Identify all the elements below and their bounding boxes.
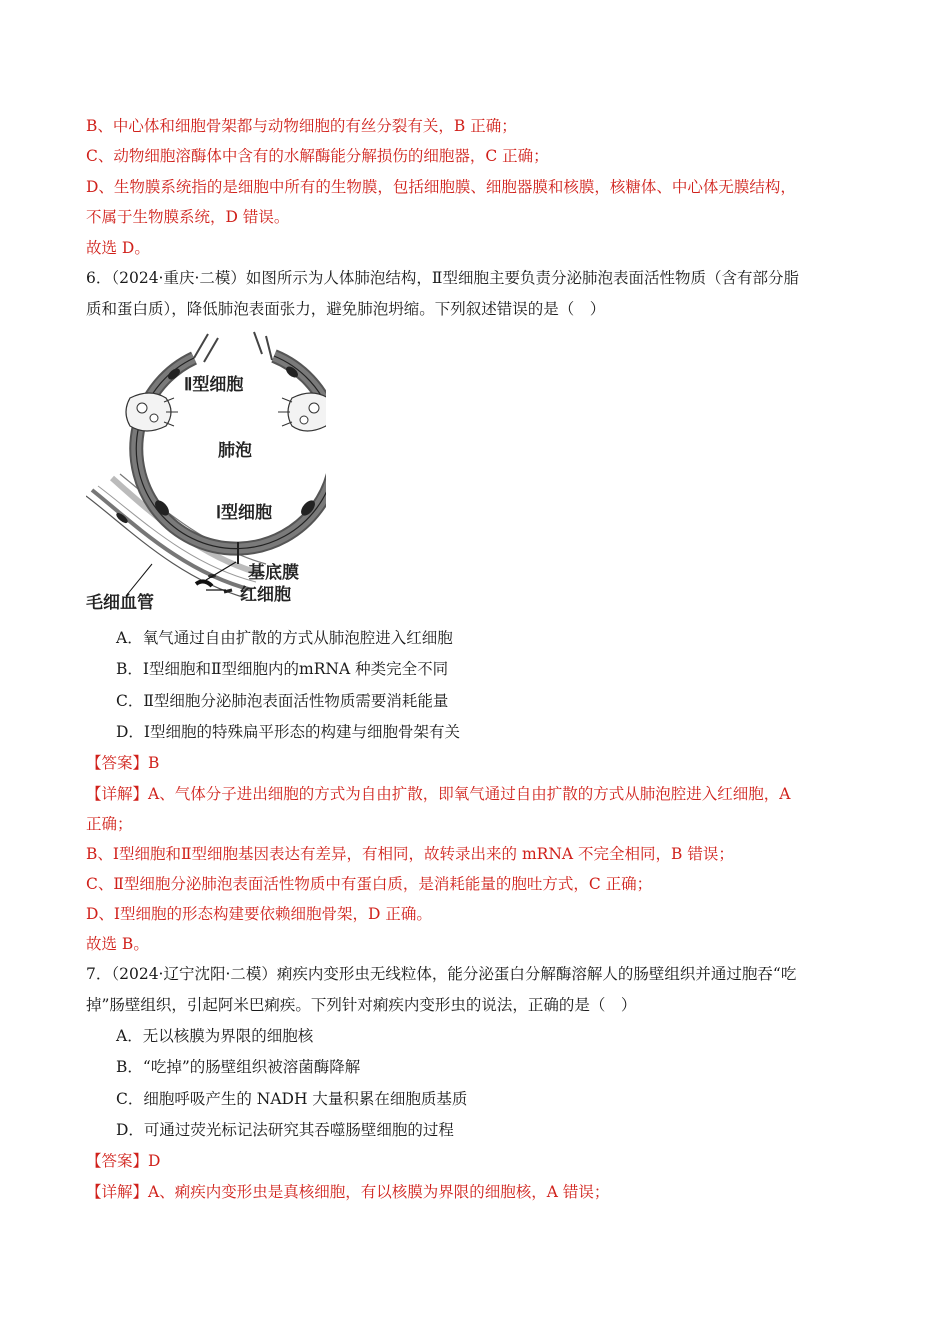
q7-stem-line: 7．（2024·辽宁沈阳·二模）痢疾内变形虫无线粒体，能分泌蛋白分解酶溶解人的肠壁组织并通过胞吞“吃	[86, 965, 797, 983]
q6-explanation-line: D、Ⅰ型细胞的形态构建要依赖细胞骨架，D 正确。	[86, 905, 432, 923]
q6-stem-line: 质和蛋白质），降低肺泡表面张力，避免肺泡坍缩。下列叙述错误的是（ ）	[86, 300, 606, 318]
q6-option-d: D．Ⅰ型细胞的特殊扁平形态的构建与细胞骨架有关	[116, 723, 461, 741]
q6-answer: 【答案】B	[86, 754, 160, 772]
q6-option-b: B．Ⅰ型细胞和Ⅱ型细胞内的mRNA 种类完全不同	[116, 660, 449, 678]
q6-conclusion: 故选 B。	[86, 935, 149, 953]
prev-explanation-line: 不属于生物膜系统，D 错误。	[86, 208, 290, 226]
label-alveolus: 肺泡	[218, 441, 252, 460]
q6-stem-line: 6．（2024·重庆·二模）如图所示为人体肺泡结构，Ⅱ型细胞主要负责分泌肺泡表面活性物质（含有部分脂	[86, 269, 799, 287]
q7-answer: 【答案】D	[86, 1152, 161, 1170]
q7-stem-line: 掉”肠壁组织，引起阿米巴痢疾。下列针对痢疾内变形虫的说法，正确的是（ ）	[86, 996, 637, 1014]
q6-explanation-line: 【详解】A、气体分子进出细胞的方式为自由扩散，即氧气通过自由扩散的方式从肺泡腔进入红细胞，A	[86, 785, 791, 803]
prev-conclusion: 故选 D。	[86, 239, 150, 257]
q7-explanation-line: 【详解】A、痢疾内变形虫是真核细胞，有以核膜为界限的细胞核，A 错误；	[86, 1183, 610, 1201]
label-type2: Ⅱ型细胞	[184, 375, 244, 394]
q6-explanation-line: 正确；	[86, 815, 133, 833]
q6-explanation-line: B、Ⅰ型细胞和Ⅱ型细胞基因表达有差异，有相同，故转录出来的 mRNA 不完全相同，B 错误；	[86, 845, 734, 863]
q6-explanation-line: C、Ⅱ型细胞分泌肺泡表面活性物质中有蛋白质，是消耗能量的胞吐方式，C 正确；	[86, 875, 653, 893]
alveolus-figure	[86, 328, 326, 612]
q6-option-a: A．氧气通过自由扩散的方式从肺泡腔进入红细胞	[116, 629, 453, 647]
prev-explanation-line: C、动物细胞溶酶体中含有的水解酶能分解损伤的细胞器，C 正确；	[86, 147, 549, 165]
prev-explanation-line: D、生物膜系统指的是细胞中所有的生物膜，包括细胞膜、细胞器膜和核膜，核糖体、中心体无膜结构，	[86, 178, 796, 196]
q7-option-c: C．细胞呼吸产生的 NADH 大量积累在细胞质基质	[116, 1090, 468, 1108]
q7-option-b: B．“吃掉”的肠壁组织被溶菌酶降解	[116, 1058, 361, 1076]
prev-explanation-line: B、中心体和细胞骨架都与动物细胞的有丝分裂有关，B 正确；	[86, 117, 517, 135]
label-type1: Ⅰ型细胞	[216, 503, 273, 522]
label-red-blood-cell: 红细胞	[240, 585, 291, 604]
label-basement-membrane: 基底膜	[248, 563, 299, 582]
q7-option-a: A．无以核膜为界限的细胞核	[116, 1027, 314, 1045]
label-capillary: 毛细血管	[86, 593, 154, 612]
q6-option-c: C．Ⅱ型细胞分泌肺泡表面活性物质需要消耗能量	[116, 692, 449, 710]
type2-cells	[126, 393, 326, 431]
q7-option-d: D．可通过荧光标记法研究其吞噬肠壁细胞的过程	[116, 1121, 454, 1139]
